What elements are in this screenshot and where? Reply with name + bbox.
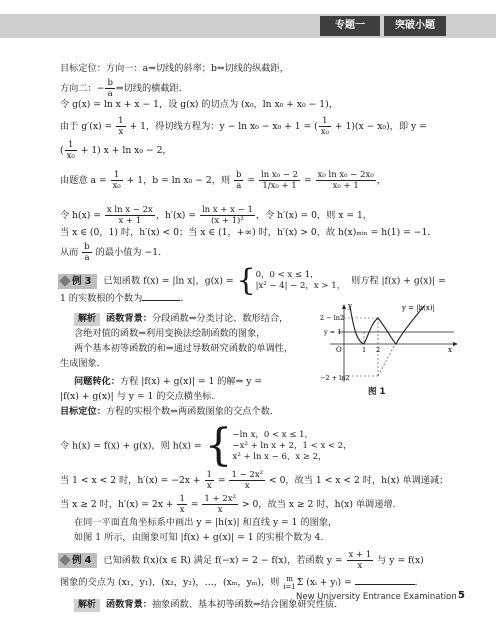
section-tab[interactable]: 突破小题 bbox=[384, 16, 446, 36]
analysis-line-2: 含绝对值的函数⇒利用变换法绘制函数的图象， bbox=[74, 328, 266, 339]
monotonicity: 当 x ∈ (0，1) 时，h′(x) < 0；当 x ∈ (1，+∞) 时，h′(x) > 0，故 h(x)ₘᵢₙ = h(1) = −1. bbox=[60, 227, 431, 238]
example-4: 例 4 已知函数 f(x)(x ∈ R) 满足 f(−x) = 2 − f(x)，若函数 y = $\frac{x + 1}{x}$ 与 y = f(x) bbox=[58, 550, 424, 571]
origin-label: O bbox=[336, 346, 342, 354]
case-ge-2: 当 x ≥ 2 时，h′(x) = 2x + $\frac{1}{x}$ = $\frac{\text{1 + 2x²}}{x}$ > 0，故当 x ≥ 2 时，h(x) 单调递增. bbox=[60, 494, 396, 515]
analysis-line-3: 两个基本初等函数的和⇒通过导数研究函数的单调性， bbox=[74, 343, 294, 354]
target-line: 目标定位：方向一：a⇒切线的斜率；b⇒切线的纵截距， bbox=[60, 63, 289, 74]
chapter-tab[interactable]: 专题一 bbox=[320, 16, 380, 36]
y-neg-label: −2 + ln2 bbox=[320, 374, 350, 382]
example-4-cont: 图象的交点为 (x₁，y₁)，(x₂，y₂)，…，(xₘ，yₘ)，则 m i=1 Σ (xᵢ + yᵢ) = . bbox=[60, 574, 418, 591]
example-3: 例 3 已知函数 f(x) = |ln x|，g(x) = { 0，0 < x ≤ 1， |x² − 4| − 2，x > 1， 则方程 |f(x) + g(x)| = bbox=[58, 266, 446, 296]
footer-text: New University Entrance Examination bbox=[296, 592, 457, 602]
problem-transform-2: |f(x) + g(x)| 与 y = 1 的交点横坐标. bbox=[60, 391, 215, 402]
answer-blank[interactable] bbox=[142, 290, 180, 301]
figure-caption: 图 1 bbox=[368, 387, 386, 397]
analysis-tag: 解析 bbox=[74, 313, 100, 326]
let-g: 令 g(x) = ln x + x − 1，设 g(x) 的切点为 (x₀，ln x₀ + x₀ − 1)， bbox=[60, 99, 338, 110]
answer-blank[interactable] bbox=[355, 574, 415, 585]
problem-transform: 问题转化：方程 |f(x) + g(x)| = 1 的解⇒ y = bbox=[74, 376, 263, 387]
example-4-analysis: 解析 函数背景：抽象函数、基本初等函数⇒结合图象研究性质. bbox=[74, 598, 337, 612]
define-h: 令 h(x) = f(x) + g(x)，则 h(x) = { −ln x，0 < x ≤ 1， −x² + ln x + 2，1 < x < 2， x² + ln x − 6，x ≥ 2， bbox=[60, 420, 352, 471]
y-axis-label: y bbox=[348, 302, 352, 310]
tangent-line-result: ( $\frac{1}{\text{x₀}}$ + 1) x + ln x₀ − 2， bbox=[60, 140, 172, 161]
tangent-line-eq: 由于 g′(x) = $\frac{1}{x}$ + 1，得切线方程为：y − ln x₀ − x₀ + 1 = ( $\frac{1}{\text{x₀}}$ + 1)(x − x₀)，即 y = bbox=[60, 116, 427, 137]
x-axis-label: x bbox=[448, 346, 452, 354]
analysis-tag: 解析 bbox=[74, 599, 100, 612]
example-3-cont: 1 的实数根的个数为 . bbox=[60, 290, 183, 306]
draw-graph: 在同一平面直角坐标系中画出 y = |h(x)| 和直线 y = 1 的图象， bbox=[74, 517, 338, 528]
conclusion: 如图 1 所示，由图象可知 |f(x) + g(x)| = 1 的实根个数为 4. bbox=[74, 532, 324, 543]
example-3-badge: 例 3 bbox=[58, 274, 97, 289]
analysis-line-1: 解析 函数背景：分段函数⇒分类讨论、数形结合， bbox=[74, 312, 288, 326]
case-1-2: 当 1 < x < 2 时，h′(x) = −2x + $\frac{1}{x}$ = $\frac{\text{1 − 2x²}}{x}$ < 0，故当 1 < x < 2 时，h(x) 单调递减； bbox=[60, 470, 449, 491]
x-tick-2: 2 bbox=[376, 346, 381, 354]
figure-1-graph bbox=[320, 302, 460, 386]
ratio-b-a: 由题意 a = $\frac{1}{\text{x₀}}$ + 1，b = ln x₀ − 2，则 $\frac{b}{a}$ = $\frac{\text{ln x₀ − 2}}{\text{1/x₀ + 1}}$ = $\frac{\text{x₀ ln x₀ − 2x₀}}{\text{x₀ + 1}}$ ， bbox=[60, 170, 386, 191]
curve-label: y = |h(x)| bbox=[402, 304, 435, 312]
page-number: 5 bbox=[458, 590, 465, 601]
direction-two: 方向二：− $\frac{b}{a}$ ⇒切线的横截距. bbox=[60, 78, 182, 99]
y-top-label: 2 − ln2 bbox=[320, 314, 345, 322]
target-3: 目标定位：方程的实根个数⇒两函数图象的交点个数. bbox=[60, 406, 273, 417]
fraction: $\frac{b}{a}$ bbox=[107, 78, 113, 99]
analysis-line-4: 生成图象. bbox=[60, 358, 100, 369]
example-4-badge: 例 4 bbox=[58, 553, 97, 568]
y-one-label: y = 1 bbox=[324, 328, 342, 336]
let-h: 令 h(x) = $\frac{\text{x ln x − 2x}}{x + 1}$ ，h′(x) = $\frac{\text{ln x + x − 1}}{\text{(x + 1)²}}$ ，令 h′(x) = 0，则 x = 1， bbox=[60, 205, 372, 226]
x-tick-1: 1 bbox=[362, 346, 367, 354]
min-value: 从而 $\frac{b}{a}$ 的最小值为 −1. bbox=[60, 242, 161, 263]
